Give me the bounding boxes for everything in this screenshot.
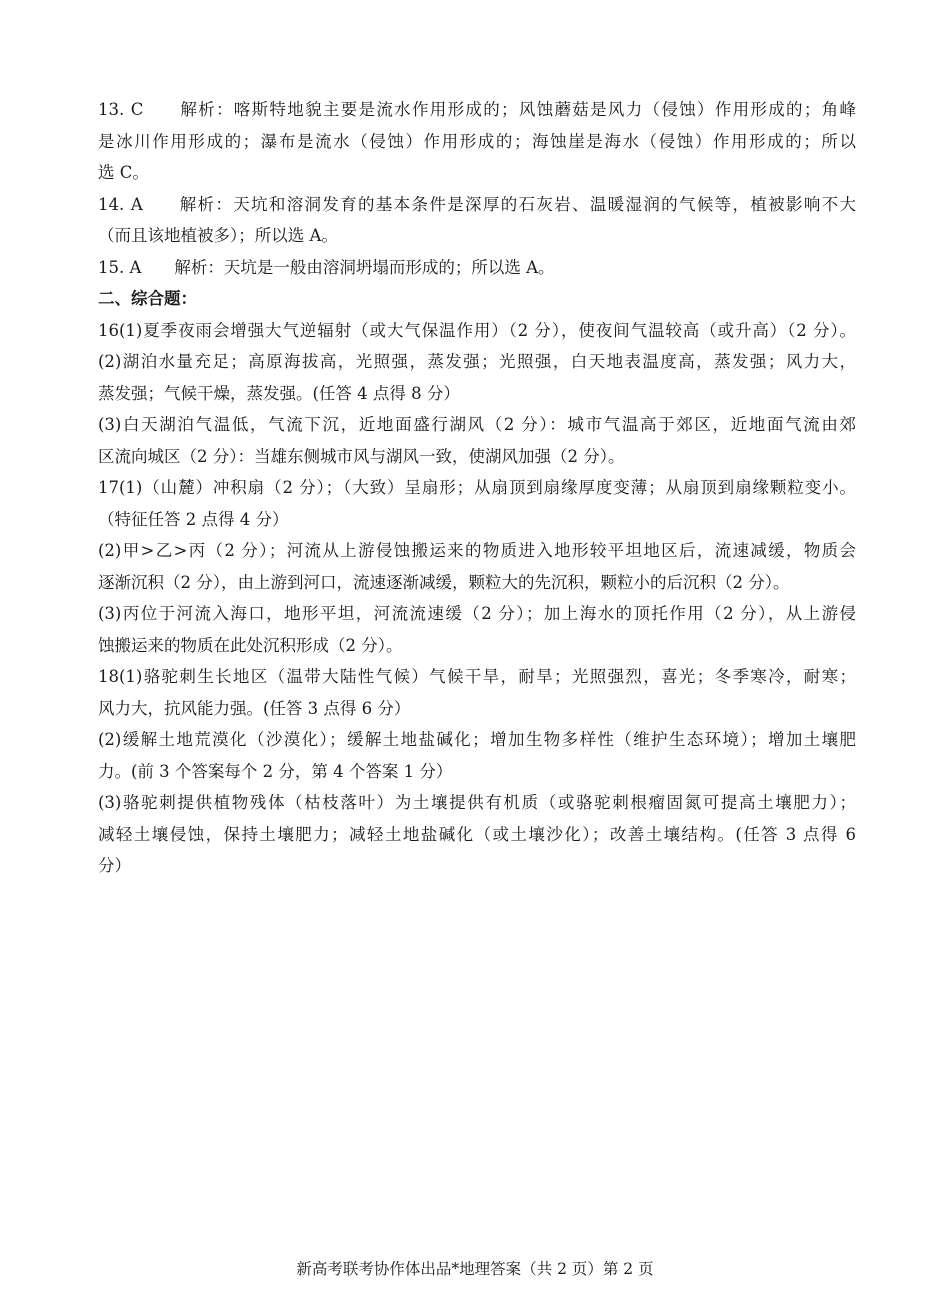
answer-line: 是冰川作用形成的；瀑布是流水（侵蚀）作用形成的；海蚀崖是海水（侵蚀）作用形成的；所以 [98, 131, 856, 151]
answer-line: 15. A 解析：天坑是一般由溶洞坍塌而形成的；所以选 A。 [98, 257, 555, 277]
answer-line: 17(1)（山麓）冲积扇（2 分）；（大致）呈扇形；从扇顶到扇缘厚度变薄；从扇顶到扇缘颗粒变小。 [98, 478, 856, 497]
answer-line: (3)丙位于河流入海口，地形平坦，河流流速缓（2 分）；加上海水的顶托作用（2 分），从上游侵 [98, 604, 856, 623]
answer-line: (2)甲>乙>丙（2 分）；河流从上游侵蚀搬运来的物质进入地形较平坦地区后，流速减缓，物质会 [98, 541, 856, 560]
answer-line: (2)湖泊水量充足；高原海拔高，光照强，蒸发强；光照强，白天地表温度高，蒸发强；风力大， [98, 352, 856, 371]
section-heading: 二、综合题： [98, 289, 197, 308]
answer-line: 力。(前 3 个答案每个 2 分，第 4 个答案 1 分） [98, 761, 453, 781]
answer-line: 18(1)骆驼刺生长地区（温带大陆性气候）气候干旱，耐旱；光照强烈，喜光；冬季寒冷，耐寒； [98, 667, 856, 686]
answer-line: 减轻土壤侵蚀，保持土壤肥力；减轻土地盐碱化（或土壤沙化）；改善土壤结构。(任答 3 点得 6 [98, 824, 856, 844]
answer-line: 逐渐沉积（2 分），由上游到河口，流速逐渐减缓，颗粒大的先沉积，颗粒小的后沉积（2 分）。 [98, 572, 790, 592]
answer-line: （而且该地植被多）；所以选 A。 [98, 226, 338, 245]
answer-line: 选 C。 [98, 163, 149, 182]
answer-line: 风力大，抗风能力强。(任答 3 点得 6 分） [98, 698, 411, 718]
answer-line: 14. A 解析：天坑和溶洞发育的基本条件是深厚的石灰岩、温暖湿润的气候等，植被影响不大 [98, 194, 856, 214]
answer-line: (2)缓解土地荒漠化（沙漠化）；缓解土地盐碱化；增加生物多样性（维护生态环境）；增加土壤肥 [98, 730, 856, 749]
answer-line: 区流向城区（2 分）：当雄东侧城市风与湖风一致，使湖风加强（2 分）。 [98, 446, 625, 466]
answer-line: (3)白天湖泊气温低，气流下沉，近地面盛行湖风（2 分）：城市气温高于郊区，近地面气流由郊 [98, 415, 856, 434]
answer-line: 蚀搬运来的物质在此处沉积形成（2 分）。 [98, 635, 403, 655]
answer-line: 蒸发强；气候干燥，蒸发强。(任答 4 点得 8 分） [98, 383, 460, 403]
answer-line: 16(1)夏季夜雨会增强大气逆辐射（或大气保温作用）（2 分），使夜间气温较高（或升高）（2 分）。 [98, 320, 856, 340]
answer-line: (3)骆驼刺提供植物残体（枯枝落叶）为土壤提供有机质（或骆驼刺根瘤固氮可提高土壤肥力）； [98, 793, 856, 812]
page-footer: 新高考联考协作体出品*地理答案（共 2 页）第 2 页 [296, 1260, 654, 1278]
answer-line: （特征任答 2 点得 4 分） [98, 509, 289, 529]
answer-line: 分） [98, 856, 131, 875]
answer-body [98, 94, 856, 882]
answer-line: 13. C 解析：喀斯特地貌主要是流水作用形成的；风蚀蘑菇是风力（侵蚀）作用形成的；角峰 [98, 100, 856, 119]
